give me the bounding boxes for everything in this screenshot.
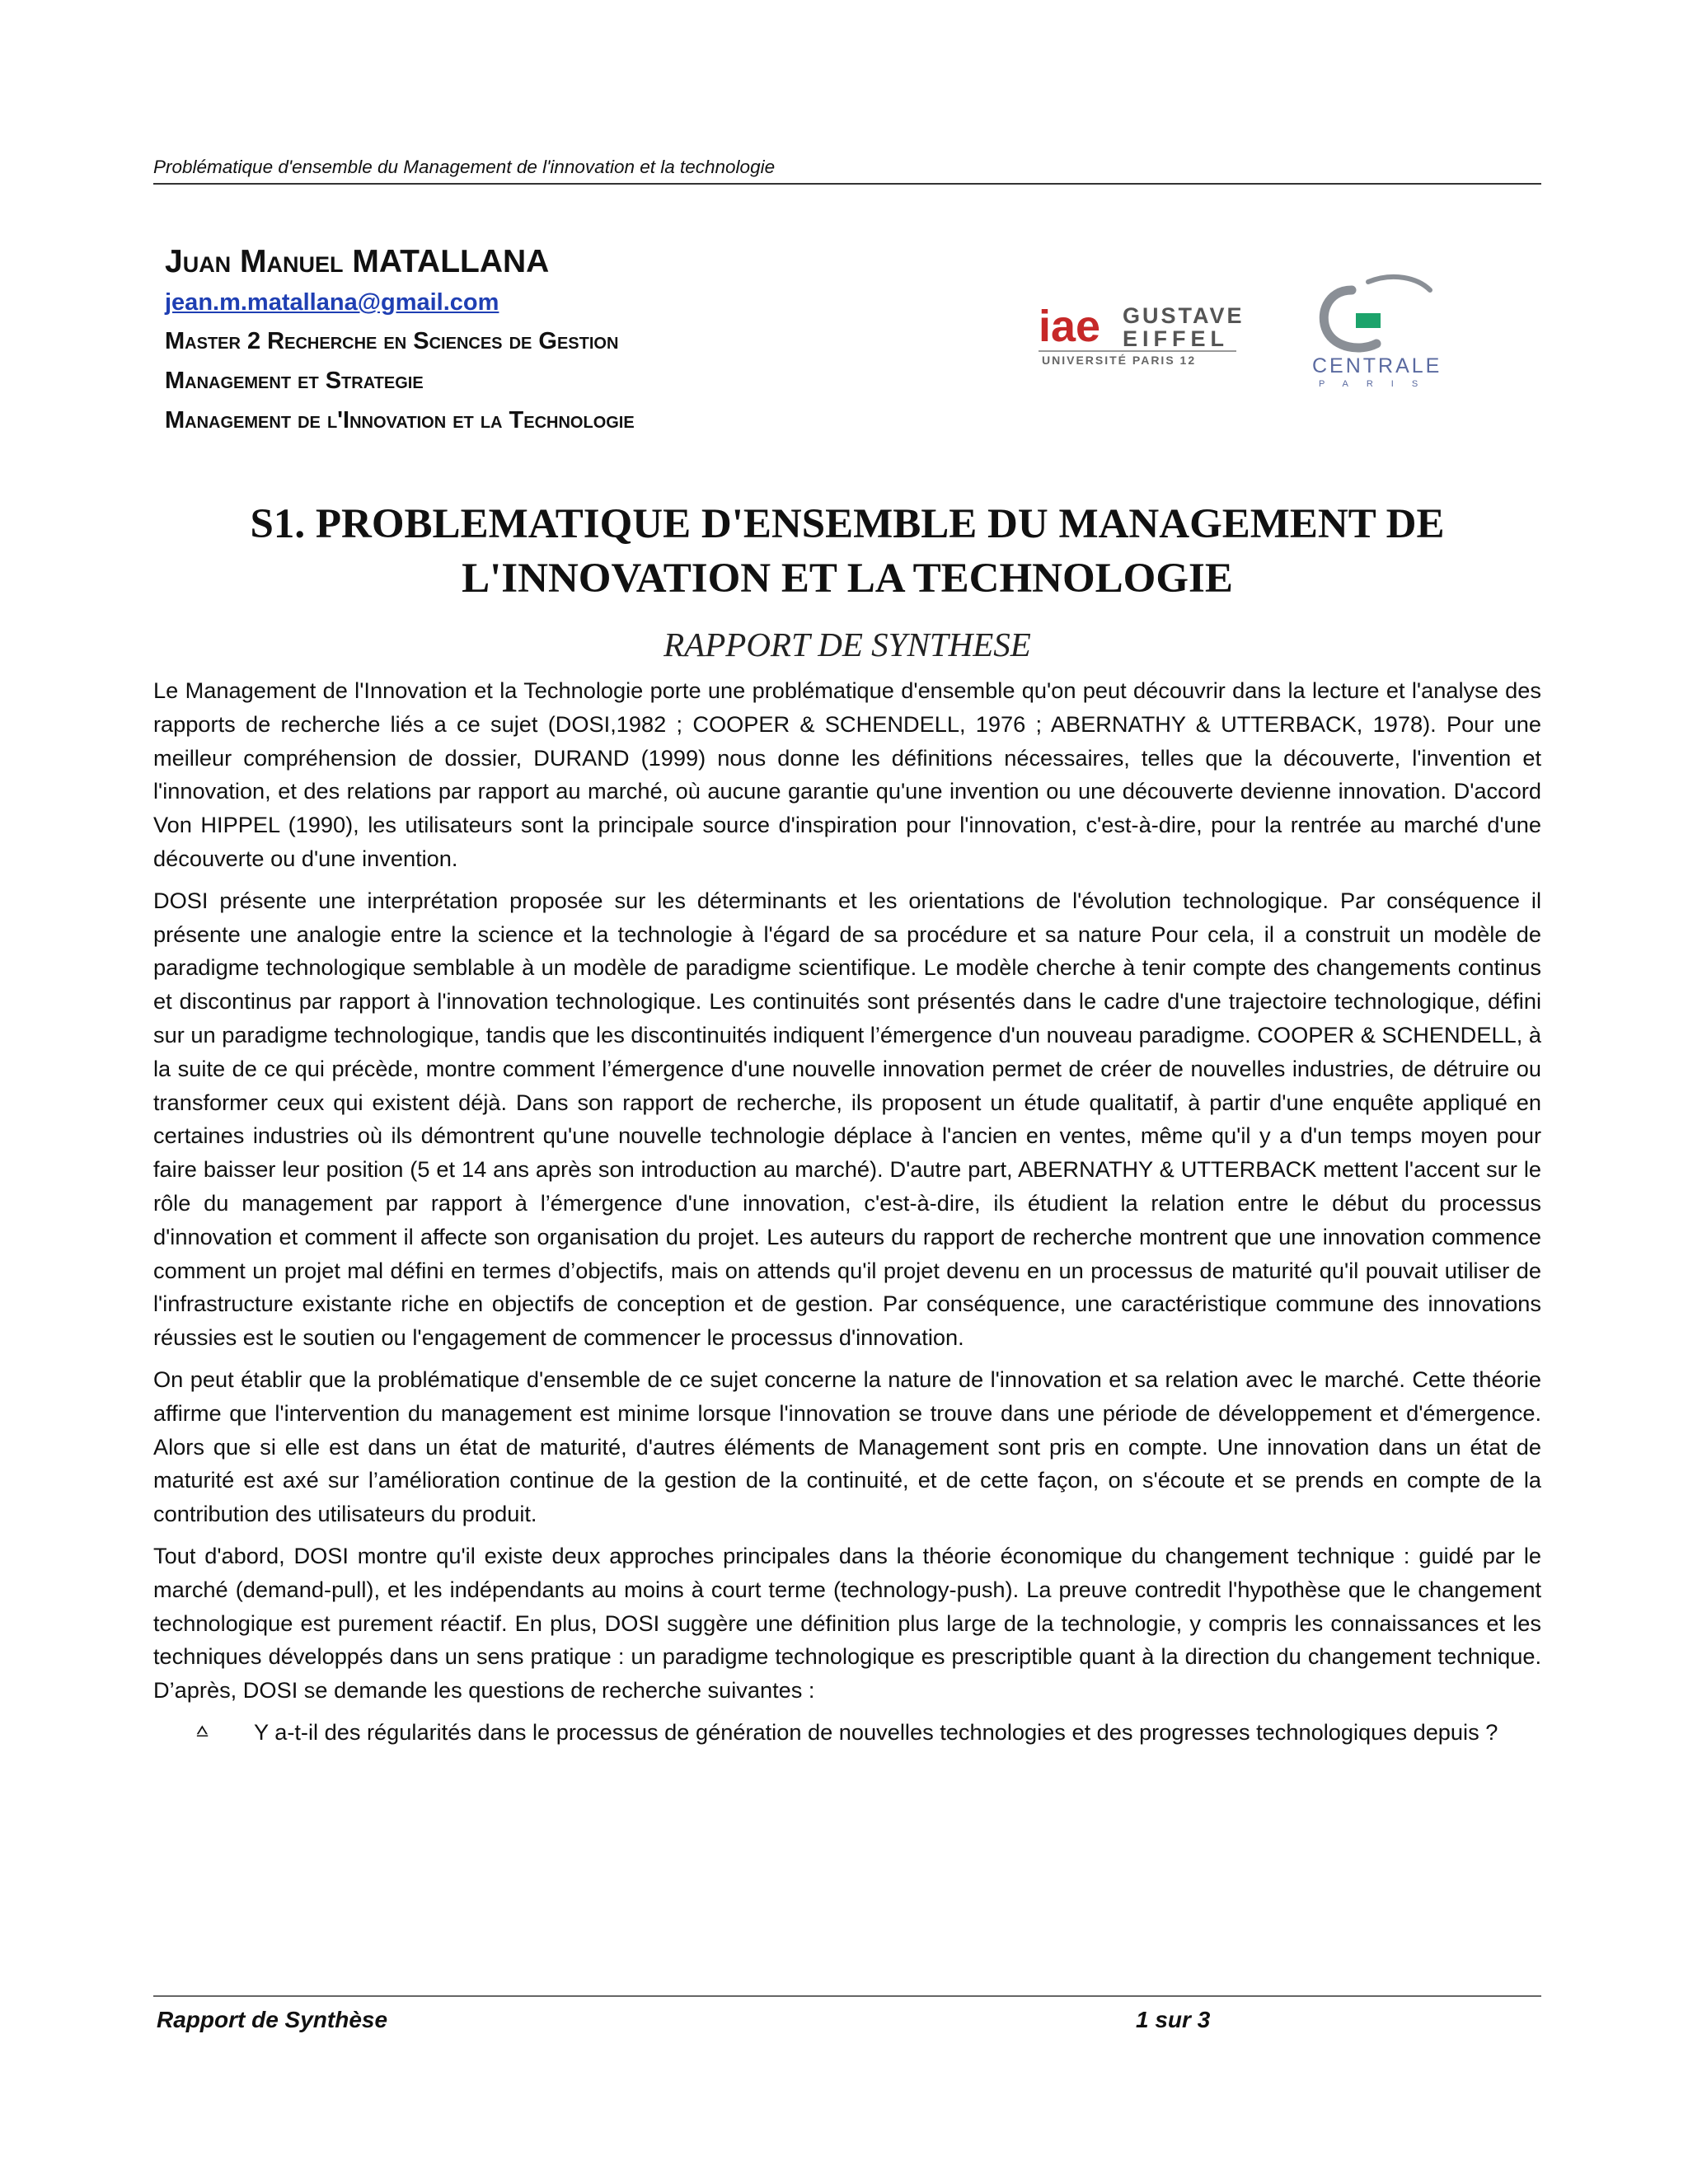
centrale-city: PARIS — [1319, 379, 1437, 389]
centrale-name: CENTRALE — [1312, 354, 1442, 377]
list-item-text: Y a-t-il des régularités dans le processus de génération de nouvelles technologies et des progresses technologiques depuis ? — [254, 1718, 1498, 1745]
author-block — [165, 241, 635, 440]
author-specialty: Management et Strategie — [165, 368, 424, 394]
running-header — [153, 157, 1541, 185]
iae-gustave-text: GUSTAVE — [1123, 303, 1245, 328]
paragraph-3: On peut établir que la problématique d'ensemble de ce sujet concerne la nature de l'innovation et sa relation avec le marché. Cette théorie affirme que l'intervention du management est minime lorsque l'innovation se trouve dans une période de développement et d'émergence. Alors que si elle est dans un état de maturité, d'autres éléments de Management sont pris en compte. Une innovation dans un état de maturité est axé sur l’amélioration continue de la gestion de la continuité, et de cette façon, on s'écoute et se prends en compte de la contribution des utilisateurs du produit. — [153, 1366, 1541, 1527]
running-header-title: Problématique d'ensemble du Management de l'innovation et la technologie — [153, 157, 776, 177]
iae-university-text: UNIVERSITÉ PARIS 12 — [1042, 354, 1197, 367]
author-course: Management de l'Innovation et la Technologie — [165, 407, 635, 434]
iae-mark: iae — [1039, 302, 1101, 351]
bullet-icon: ⩟ — [196, 1718, 209, 1741]
paragraph-1: Le Management de l'Innovation et la Technologie porte une problématique d'ensemble qu'on peut découvrir dans la lecture et l'analyse des rapports de recherche liés a ce sujet (DOSI,1982 ; COOPER & SCHENDELL, 1976 ; ABERNATHY & UTTERBACK, 1978). Pour une meilleur compréhension de dossier, DURAND (1999) nous donne les définitions nécessaires, telles que la découverte, l'invention et l'innovation, et des relations par rapport au marché, où aucune garantie qu'une invention ou une découverte devienne innovation. D'accord Von HIPPEL (1990), les utilisateurs sont la principale source d'inspiration pour l'innovation, c'est-à-dire, pour la rentrée au marché d'une découverte ou d'une invention. — [153, 677, 1541, 871]
iae-eiffel-text: EIFFEL — [1123, 326, 1229, 351]
body-text — [153, 674, 1541, 1750]
author-name: Juan Manuel MATALLANA — [165, 244, 550, 279]
page-footer — [153, 1995, 1541, 2032]
paragraph-4: Tout d'abord, DOSI montre qu'il existe deux approches principales dans la théorie économique du changement technique : guidé par le marché (demand-pull), et les indépendants au moins à court terme (technology-push). La preuve contredit l'hypothèse que le changement technologique est purement réactif. En plus, DOSI suggère une définition plus large de la technologie, y compris les connaissances et les techniques développés dans un sens pratique : un paradigme technologique es prescriptible quant à la direction du changement technique. D’après, DOSI se demande les questions de recherche suivantes : — [153, 1542, 1541, 1704]
document-title-line2: L'INNOVATION ET LA TECHNOLOGIE — [462, 555, 1233, 602]
paragraph-2: DOSI présente une interprétation proposée sur les déterminants et les orientations de l'évolution technologique. Par conséquence il présente une analogie entre la science et la technologie à l'égard de sa procédure et sa nature Pour cela, il a construit un modèle de paradigme technologique semblable à un modèle de paradigme scientifique. Le modèle cherche à tenir compte des changements continus et discontinus par rapport à l'innovation technologique. Les continuités sont présentés dans le cadre d'une trajectoire technologique, défini sur un paradigme technologique, tandis que les discontinuités indiquent l’émergence d'un nouveau paradigme. COOPER & SCHENDELL, à la suite de ce qui précède, montre comment l’émergence d'une nouvelle innovation permet de créer de nouvelles industries, de détruire ou transformer ceux qui existent déjà. Dans son rapport de recherche, ils proposent un étude qualitatif, à partir d'une enquête appliqué en certaines industries où ils démontrent qu'une nouvelle technologie déplace à l'ancien en ventes, même qu'il y a d'un temps moyen pour faire baisser leur position (5 et 14 ans après son introduction au marché). D'autre part, ABERNATHY & UTTERBACK mettent l'accent sur le rôle du management par rapport à l’émergence d'une innovation, c'est-à-dire, ils étudient la relation entre le début du processus d'innovation et comment il affecte son organisation du projet. Les auteurs du rapport de recherche montrent que une innovation commence comment un projet mal défini en termes d’objectifs, mais on attends qu'il projet devenu en un processus de maturité qu'il pouvait utiliser de l'infrastructure existante riche en objectifs de conception et de gestion. Par conséquence, une caractéristique commune des innovations réussies est le soutien ou l'engagement de commencer le processus d'innovation. — [153, 887, 1541, 1351]
footer-document-type: Rapport de Synthèse — [157, 2007, 388, 2032]
author-program: Master 2 Recherche en Sciences de Gestion — [165, 328, 619, 354]
list-item — [153, 1716, 1541, 1750]
author-email-link[interactable]: jean.m.matallana@gmail.com — [165, 289, 499, 316]
iae-gustave-eiffel-logo — [1039, 265, 1467, 389]
centrale-paris-logo — [1312, 277, 1442, 389]
document-title — [153, 497, 1541, 606]
document-title-line1: S1. PROBLEMATIQUE D'ENSEMBLE DU MANAGEMENT DE — [250, 501, 1445, 547]
document-subtitle: RAPPORT DE SYNTHESE — [663, 626, 1031, 663]
footer-page-number: 1 sur 3 — [1136, 2007, 1211, 2032]
research-questions-list — [153, 1716, 1541, 1750]
institution-logos — [1039, 265, 1467, 389]
